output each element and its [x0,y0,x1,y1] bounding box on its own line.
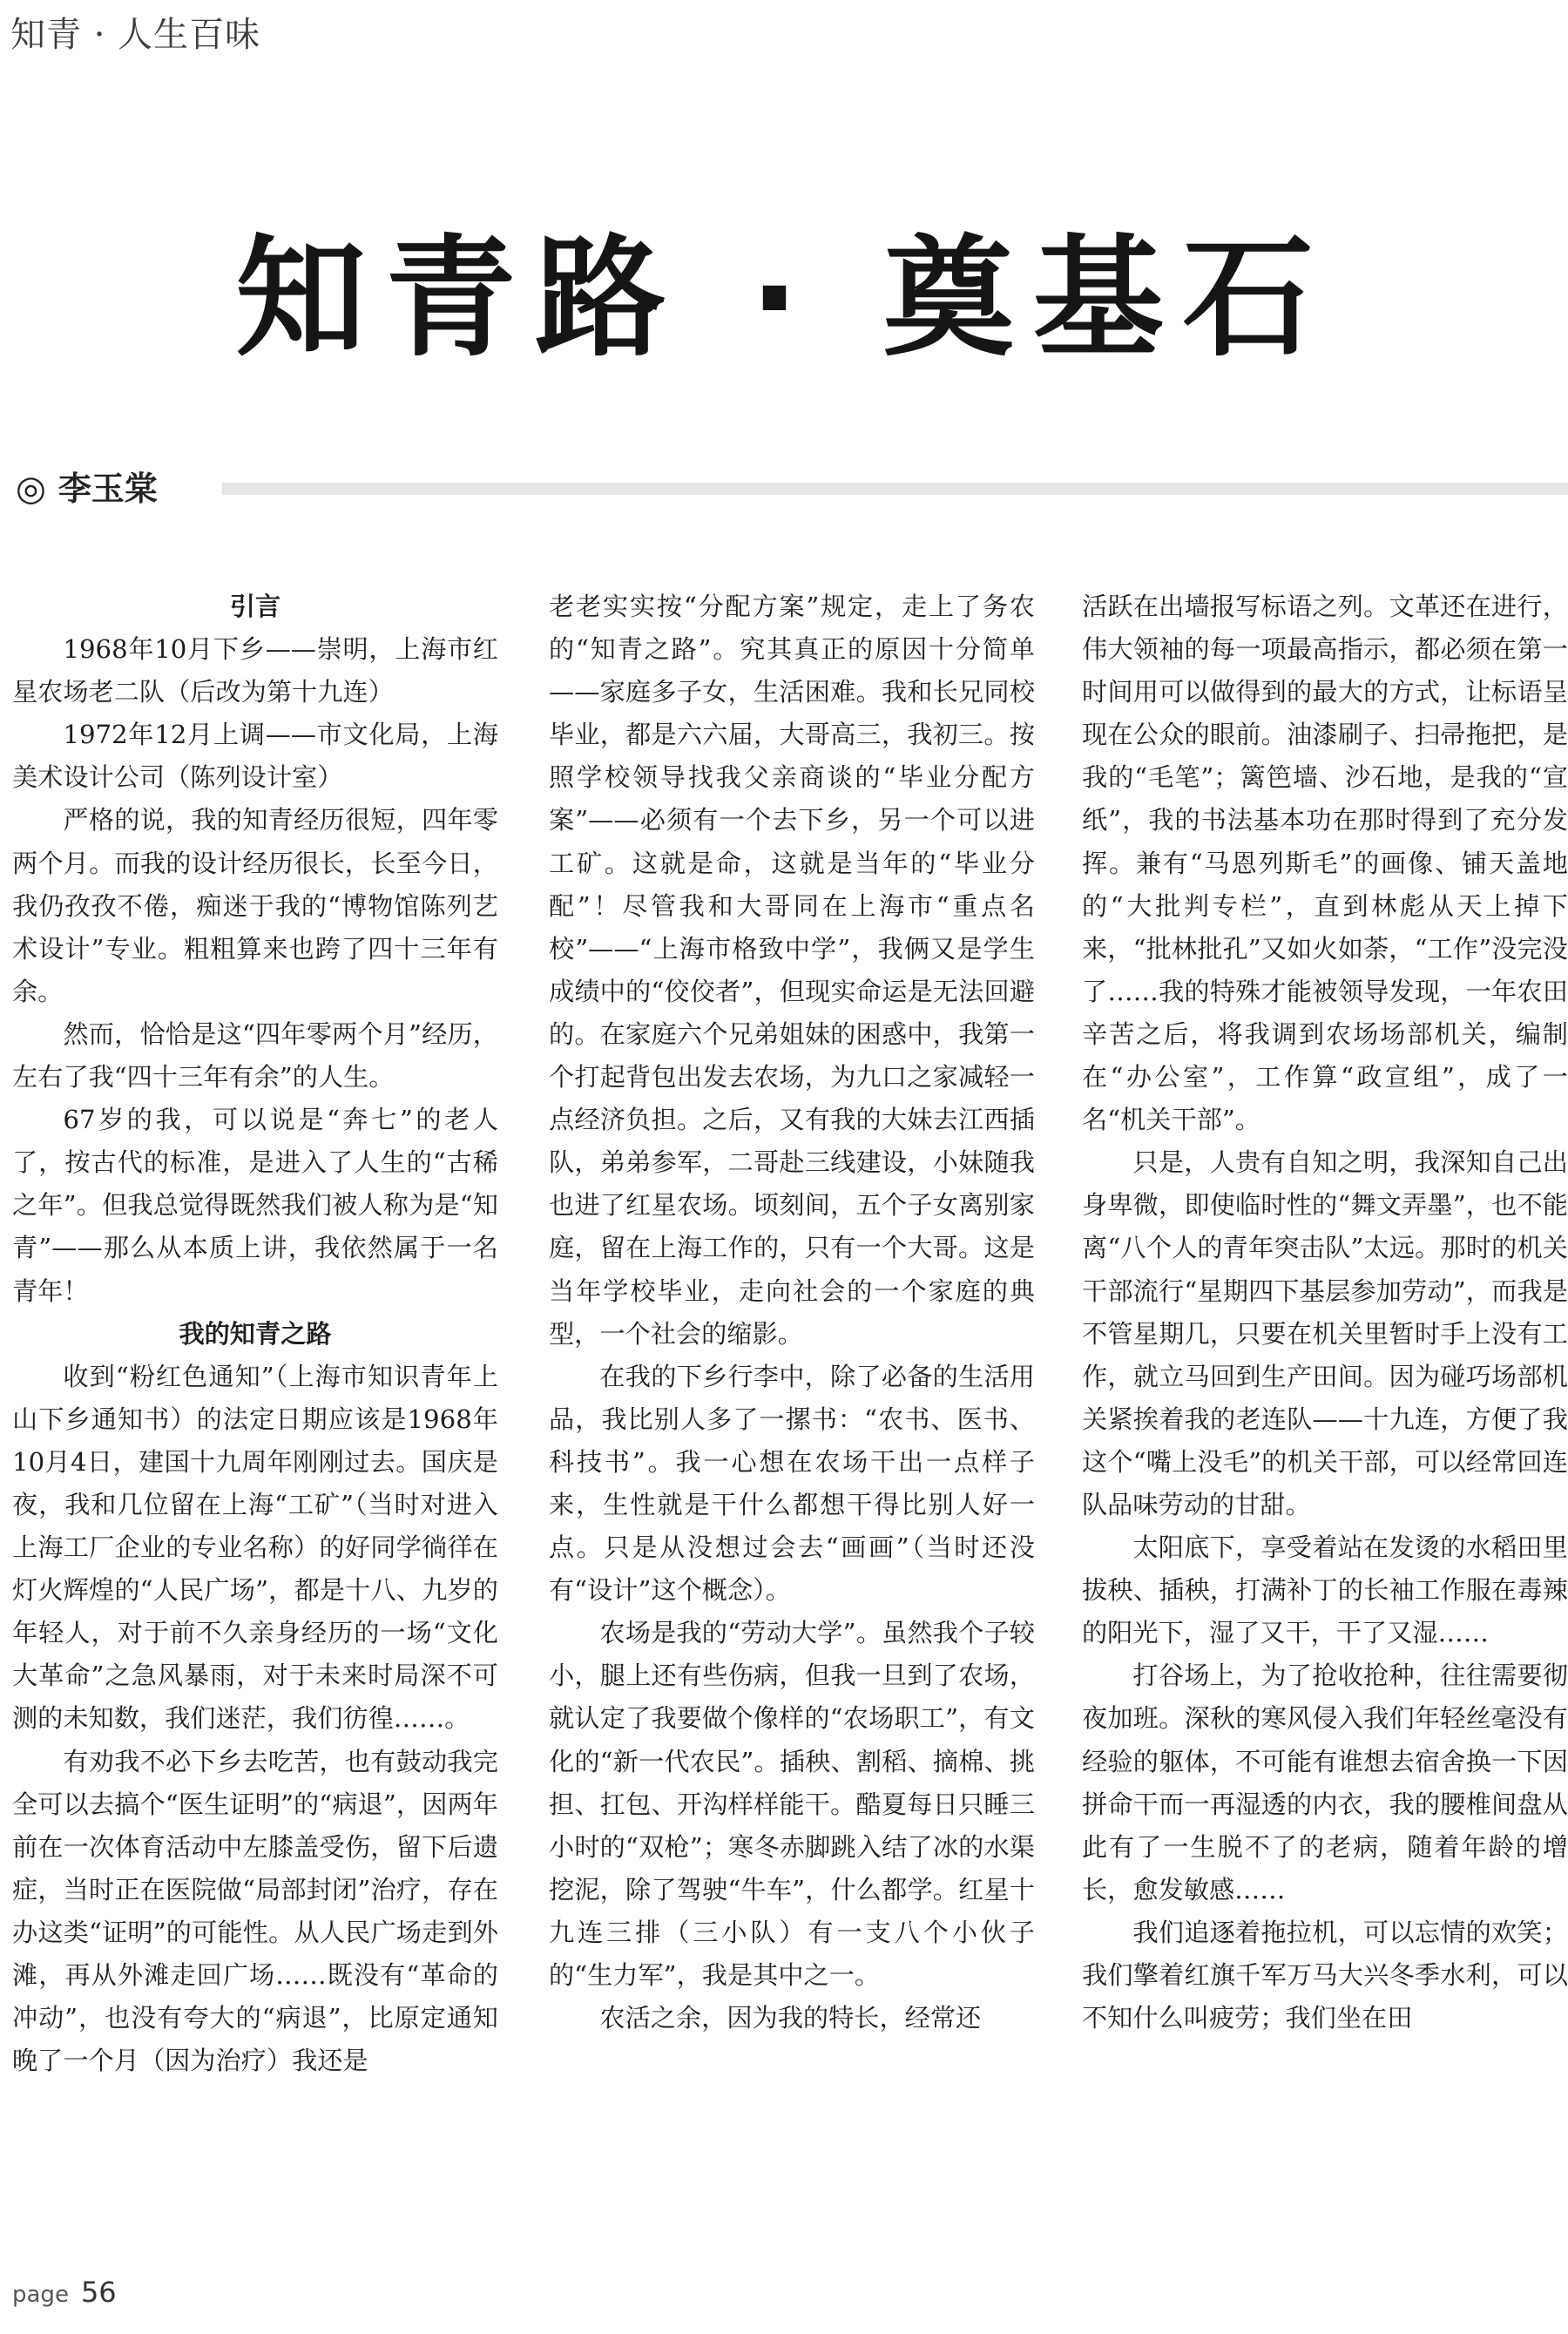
paragraph: 活跃在出墙报写标语之列。文革还在进行，伟大领袖的每一项最高指示，都必须在第一时间用可以做得到的最大的方式，让标语呈现在公众的眼前。油漆刷子、扫帚拖把，是我的“毛笔”；篱笆墙、沙石地，是我的“宣纸”，我的书法基本功在那时得到了充分发挥。兼有“马恩列斯毛”的画像、铺天盖地的“大批判专栏”，直到林彪从天上掉下来，“批林批孔”又如火如荼，“工作”没完没了……我的特殊才能被领导发现，一年农田辛苦之后，将我调到农场场部机关，编制在“办公室”，工作算“政宣组”，成了一名“机关干部”。 [1082,592,1568,1135]
paragraph: 在我的下乡行李中，除了必备的生活用品，我比别人多了一摞书：“农书、医书、科技书”。我一心想在农场干出一点样子来，生性就是干什么都想干得比别人好一点。只是从没想过会去“画画”（当时还没有“设计”这个概念）。 [549,1361,1035,1606]
paragraph: 农场是我的“劳动大学”。虽然我个子较小，腿上还有些伤病，但我一旦到了农场，就认定了我要做个像样的“农场职工”，有文化的“新一代农民”。插秧、割稻、摘棉、挑担、扛包、开沟样样能干。酷夏每日只睡三小时的“双枪”；寒冬赤脚跳入结了冰的水渠挖泥，除了驾驶“牛车”，什么都学。红星十九连三排（三小队）有一支八个小伙子的“生力军”，我是其中之一。 [549,1618,1035,1990]
author-byline [16,462,158,510]
text-column-3 [1082,585,1568,2040]
paragraph: 收到“粉红色通知”（上海市知识青年上山下乡通知书）的法定日期应该是1968年10月4日，建国十九周年刚刚过去。国庆是夜，我和几位留在上海“工矿”（当时对进入上海工厂企业的专业名称）的好同学徜徉在灯火辉煌的“人民广场”，都是十八、九岁的年轻人，对于前不久亲身经历的一场“文化大革命”之急风暴雨，对于未来时局深不可测的未知数，我们迷茫，我们彷徨……。 [12,1361,498,1734]
article-title: 知青路 · 奠基石 [235,223,1333,375]
paragraph: 严格的说，我的知青经历很短，四年零两个月。而我的设计经历很长，长至今日，我仍孜孜不倦，痴迷于我的“博物馆陈列艺术设计”专业。粗粗算来也跨了四十三年有余。 [12,805,498,1006]
section-heading: 引言 [229,592,281,621]
paragraph: 1968年10月下乡——崇明，上海市红星农场老二队（后改为第十九连） [12,634,498,707]
paragraph: 1972年12月上调——市文化局，上海美术设计公司（陈列设计室） [12,720,498,793]
author-name: 李玉棠 [57,470,158,508]
paragraph: 只是，人贵有自知之明，我深知自己出身卑微，即使临时性的“舞文弄墨”，也不能离“八个人的青年突击队”太远。那时的机关干部流行“星期四下基层参加劳动”，而我是不管星期几，只要在机关里暂时手上没有工作，就立马回到生产田间。因为碰巧场部机关紧挨着我的老连队——十九连，方便了我这个“嘴上没毛”的机关干部，可以经常回连队品味劳动的甘甜。 [1082,1147,1568,1519]
page-label: page [12,2282,69,2308]
paragraph: 然而，恰恰是这“四年零两个月”经历，左右了我“四十三年有余”的人生。 [12,1018,498,1093]
text-column-2 [549,585,1035,2040]
section-heading: 我的知青之路 [179,1318,332,1349]
page-footer [12,2276,117,2309]
text-column-1 [12,585,498,2082]
page-number: 56 [80,2276,117,2309]
paragraph: 我们追逐着拖拉机，可以忘情的欢笑；我们擎着红旗千军万马大兴冬季水利，可以不知什么叫疲劳；我们坐在田 [1082,1917,1568,2033]
paragraph: 农活之余，因为我的特长，经常还 [599,2003,982,2033]
circle-mark-icon: ◎ [16,469,46,509]
paragraph: 有劝我不必下乡去吃苦，也有鼓动我完全可以去搞个“医生证明”的“病退”，因两年前在一次体育活动中左膝盖受伤，留下后遗症，当时正在医院做“局部封闭”治疗，存在办这类“证明”的可能性。从人民广场走到外滩，再从外滩走回广场……既没有“革命的冲动”，也没有夸大的“病退”，比原定通知晚了一个月（因为治疗）我还是 [12,1746,498,2076]
author-row [0,462,1568,514]
paragraph: 太阳底下，享受着站在发烫的水稻田里拔秧、插秧，打满补丁的长袖工作服在毒辣的阳光下，湿了又干，干了又湿…… [1082,1532,1568,1648]
paragraph: 67岁的我，可以说是“奔七”的老人了，按古代的标准，是进入了人生的“古稀之年”。但我总觉得既然我们被人称为是“知青”——那么从本质上讲，我依然属于一名青年！ [12,1105,498,1306]
paragraph: 老老实实按“分配方案”规定，走上了务农的“知青之路”。究其真正的原因十分简单——家庭多子女，生活困难。我和长兄同校毕业，都是六六届，大哥高三，我初三。按照学校领导找我父亲商谈的“毕业分配方案”——必须有一个去下乡，另一个可以进工矿。这就是命，这就是当年的“毕业分配”！尽管我和大哥同在上海市“重点名校”——“上海市格致中学”，我俩又是学生成绩中的“佼佼者”，但现实命运是无法回避的。在家庭六个兄弟姐妹的困惑中，我第一个打起背包出发去农场，为九口之家减轻一点经济负担。之后，又有我的大妹去江西插队，弟弟参军，二哥赴三线建设，小妹随我也进了红星农场。顷刻间，五个子女离别家庭，留在上海工作的，只有一个大哥。这是当年学校毕业，走向社会的一个家庭的典型，一个社会的缩影。 [549,592,1035,1349]
author-divider [222,483,1568,495]
section-label: 知青 · 人生百味 [10,15,261,55]
paragraph: 打谷场上，为了抢收抢种，往往需要彻夜加班。深秋的寒风侵入我们年轻丝毫没有经验的躯体，不可能有谁想去宿舍换一下因拼命干而一再湿透的内衣，我的腰椎间盘从此有了一生脱不了的老病，随着年龄的增长，愈发敏感…… [1082,1661,1568,1904]
